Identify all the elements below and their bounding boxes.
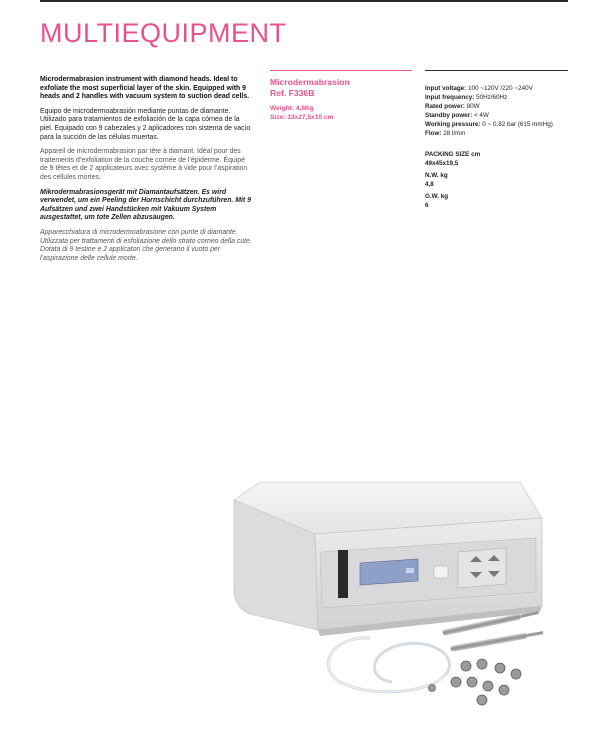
page-title: MULTIEQUIPMENT <box>40 18 287 48</box>
description-german: Mikrodermabrasionsgerät mit Diamantaufsätzen. Es wird verwendet, um ein Peeling der Hornschicht durchzuführen. Mit 9 Aufsätzen und zwei Handstücken mit Vakuum System ausgestattet, um tote Zellen abzusaugen. <box>40 188 251 222</box>
spec-row: Input frequency: 50Hz/60Hz <box>425 94 508 102</box>
product-photo <box>220 468 580 718</box>
packing-info <box>425 150 568 211</box>
gross-weight-value: 6 <box>425 202 429 210</box>
vacuum-tube <box>328 638 449 692</box>
brand-label <box>338 550 348 598</box>
power-switch <box>434 566 448 578</box>
packing-size-value: 49x45x19,5 <box>425 159 459 167</box>
spec-row: Standby power: < 4W <box>425 112 489 120</box>
spec-row: Working pressure: 0 ~ 0,82 bar (615 mmHg) <box>425 121 553 129</box>
description-english: Microdermabrasion instrument with diamond heads. Ideal to exfoliate the most superficial layer of the skin. Equipped with 9 heads and 2 handles with vacuum system to suction dead cells. <box>40 76 250 101</box>
description-french: Appareil de microdermabrasion par tête à diamant. Idéal pour des traitements d’exfoliation de la couche cornée de l’épiderme. Équipé de 9 têtes et de 2 applicateurs avec système à vide pour l’aspiration des cellules mortes. <box>40 148 248 181</box>
lcd-digits <box>406 568 414 573</box>
product-column <box>270 70 412 122</box>
product-rule <box>270 70 412 71</box>
product-weight: Weight: 4,8Kg <box>270 105 314 112</box>
description-spanish: Equipo de microdermoabrasión mediante puntas de diamante. Utilizado para tratamientos de exfoliación de la capa córnea de la piel. Equipado con 9 cabezales y 2 aplicadores con sistema de vacío para la succión de las células muertas. <box>40 107 251 141</box>
diamond-tips <box>429 659 522 705</box>
specs-rule <box>425 70 568 71</box>
product-size: Size: 33x27,5x10 cm <box>270 114 334 121</box>
specs-column <box>425 70 568 213</box>
net-weight-label: N.W. kg <box>425 171 448 179</box>
net-weight-value: 4,8 <box>425 180 434 188</box>
spec-row: Rated power: 80W <box>425 103 480 111</box>
product-ref: Ref. F336B <box>270 88 315 98</box>
description-italian: Apparecchiatura di microdermoabrasione con punte di diamante. Utilizzata per trattamenti di esfoliazione dello strato corneo della cute. Dotata di 9 testine e 2 applicatori che generano il vuoto per l’aspirazione delle cellule morte. <box>40 228 252 262</box>
keypad <box>458 548 506 588</box>
top-rule <box>40 0 568 2</box>
spec-row: Input voltage: 100 ~120V /220 ~240V <box>425 85 533 92</box>
gross-weight-label: G.W. kg <box>425 192 449 200</box>
spec-row: Flow: 28 l/min <box>425 130 466 138</box>
description-column <box>40 76 252 269</box>
product-name: Microdermabrasion <box>270 77 350 87</box>
packing-size-label: PACKING SIZE cm <box>425 150 481 158</box>
